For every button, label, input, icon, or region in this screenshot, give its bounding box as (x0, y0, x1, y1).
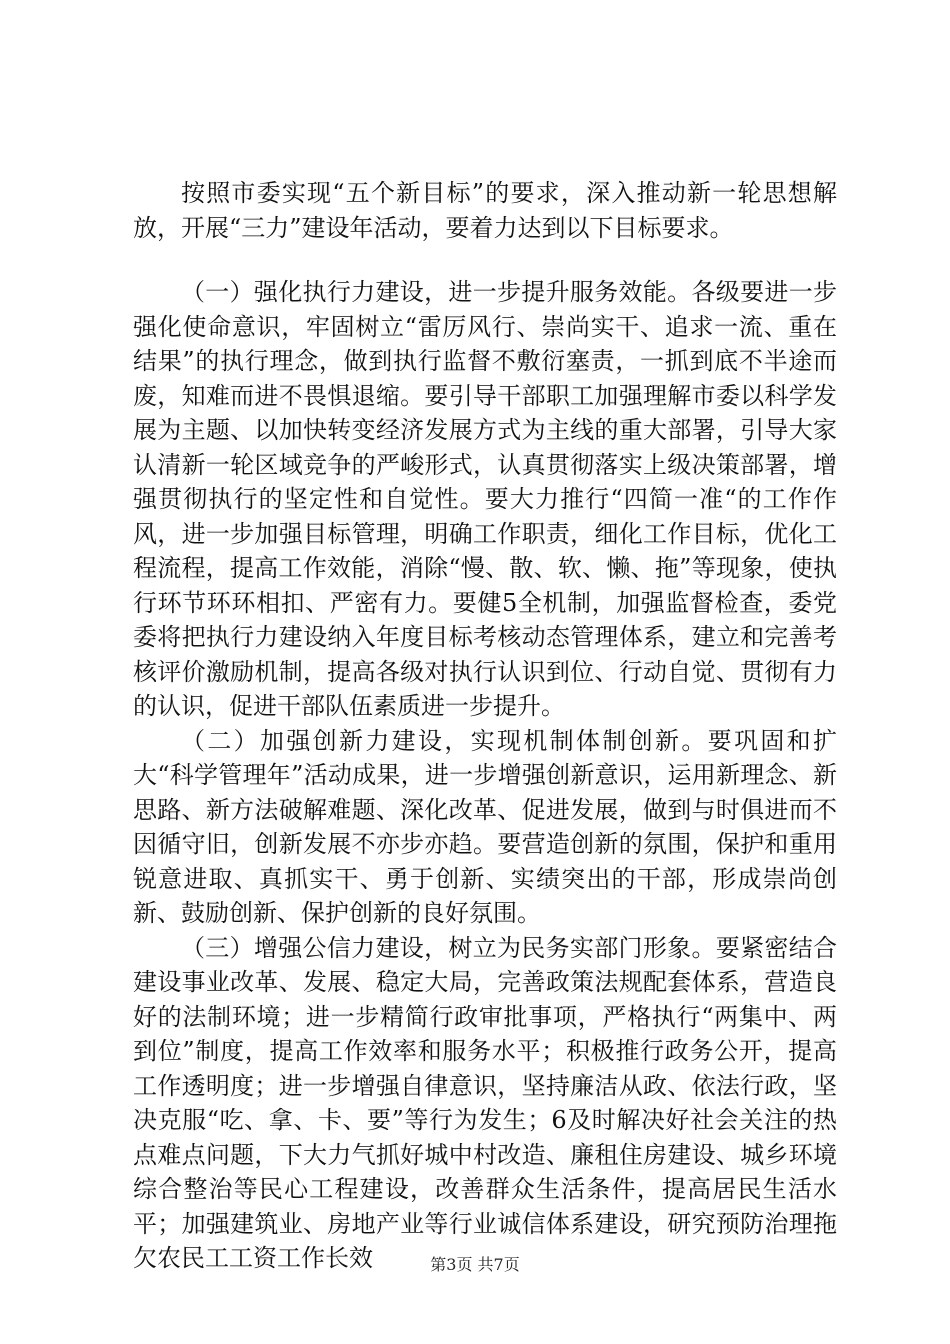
paragraph-execution: （一）强化执行力建设，进一步提升服务效能。各级要进一步强化使命意识，牢固树立“雷厉风行、崇尚实干、追求一流、重在结果”的执行理念，做到执行监督不敷衍塞责，一抓到底不半途而废，知难而进不畏惧退缩。要引导干部职工加强理解市委以科学发展为主题、以加快转变经济发展方式为主线的重大部署，引导大家认清新一轮区域竞争的严峻形式，认真贯彻落实上级决策部署，增强贯彻执行的坚定性和自觉性。要大力推行“四简一准“的工作作风，进一步加强目标管理，明确工作职责，细化工作目标，优化工程流程，提高工作效能，消除“慢、散、软、懒、拖”等现象，使执行环节环环相扣、严密有力。要健5全机制，加强监督检查，委党委将把执行力建设纳入年度目标考核动态管理体系，建立和完善考核评价激励机制，提高各级对执行认识到位、行动自觉、贯彻有力的认识，促进干部队伍素质进一步提升。 (133, 278, 837, 720)
paragraph-credibility: （三）增强公信力建设，树立为民务实部门形象。要紧密结合建设事业改革、发展、稳定大局，完善政策法规配套体系，营造良好的法制环境；进一步精简行政审批事项，严格执行“两集中、两到位”制度，提高工作效率和服务水平；积极推行政务公开，提高工作透明度；进一步增强自律意识，坚持廉洁从政、依法行政，坚决克服“吃、拿、卡、要”等行为发生；6及时解决好社会关注的热点难点问题，下大力气抓好城中村改造、廉租住房建设、城乡环境综合整治等民心工程建设，改善群众生活条件，提高居民生活水平；加强建筑业、房地产业等行业诚信体系建设，研究预防治理拖欠农民工工资工作长效 (133, 933, 837, 1272)
page-number-footer: 第3页 共7页 (430, 1255, 520, 1274)
paragraph-innovation: （二）加强创新力建设，实现机制体制创新。要巩固和扩大“科学管理年”活动成果，进一步增强创新意识，运用新理念、新思路、新方法破解难题、深化改革、促进发展，做到与时俱进而不因循守旧，创新发展不亦步亦趋。要营造创新的氛围，保护和重用锐意进取、真抓实干、勇于创新、实绩突出的干部，形成崇尚创新、鼓励创新、保护创新的良好氛围。 (133, 726, 837, 927)
paragraph-intro: 按照市委实现“五个新目标”的要求，深入推动新一轮思想解放，开展“三力”建设年活动，要着力达到以下目标要求。 (133, 179, 837, 242)
document-body (133, 176, 837, 1276)
